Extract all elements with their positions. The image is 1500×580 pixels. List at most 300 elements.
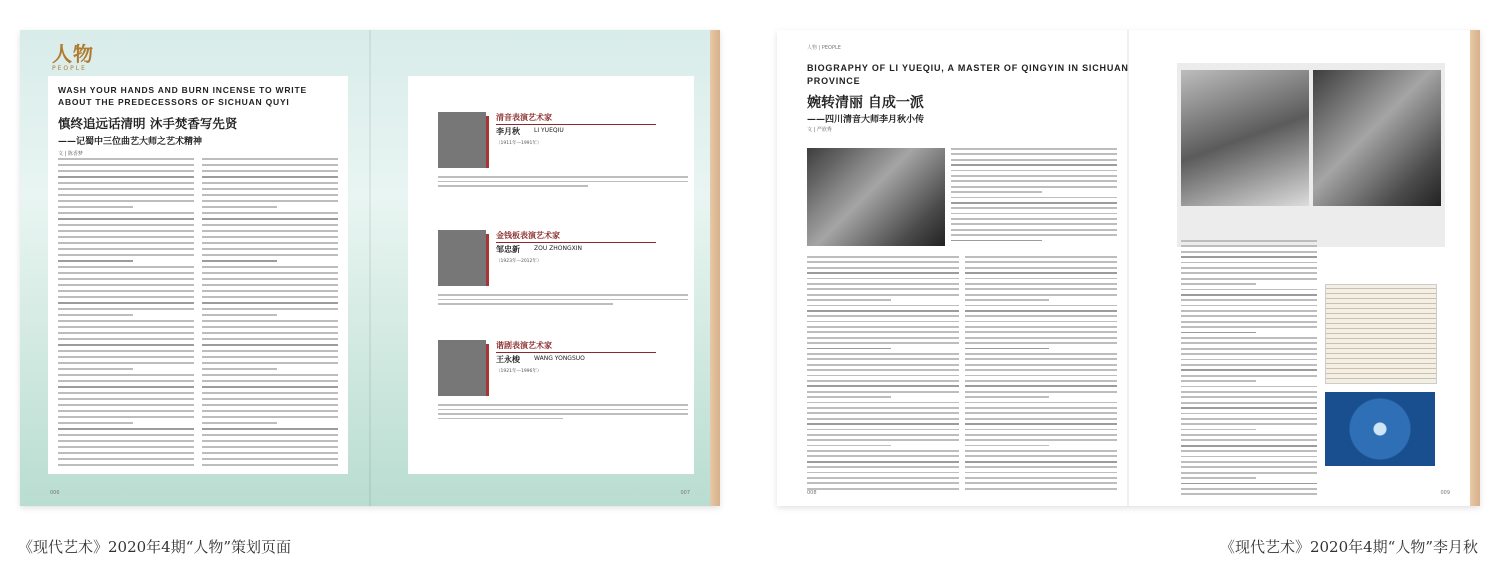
text-line xyxy=(951,186,1117,188)
text-line xyxy=(1181,407,1317,409)
accent-bar xyxy=(486,344,489,396)
text-line xyxy=(202,254,338,256)
text-line xyxy=(807,305,959,307)
text-line xyxy=(1181,315,1317,317)
text-line xyxy=(807,412,959,414)
text-line xyxy=(1181,391,1317,393)
text-line xyxy=(202,296,338,298)
text-line xyxy=(807,369,959,371)
text-line xyxy=(951,175,1117,177)
text-line xyxy=(1181,423,1317,425)
text-line xyxy=(1181,272,1317,274)
text-line xyxy=(202,302,338,304)
text-line xyxy=(965,326,1117,328)
text-line xyxy=(807,429,959,431)
text-line xyxy=(202,380,338,382)
page-number: 007 xyxy=(680,490,690,496)
text-line xyxy=(202,404,338,406)
text-line xyxy=(951,234,1117,236)
masthead-en: PEOPLE xyxy=(52,65,87,72)
artist-dates: （1923年—2012年） xyxy=(496,259,542,264)
text-line xyxy=(951,148,1117,150)
text-line xyxy=(1181,294,1317,296)
text-line xyxy=(1181,256,1317,258)
text-line xyxy=(58,446,194,448)
artist-name: 李月秋 xyxy=(496,127,520,136)
text-line xyxy=(1181,364,1317,366)
text-line xyxy=(965,315,1117,317)
text-line xyxy=(58,212,194,214)
text-line xyxy=(58,338,194,340)
text-line xyxy=(1181,429,1256,431)
page-gutter xyxy=(1127,30,1129,506)
page-gutter xyxy=(369,30,371,506)
text-line xyxy=(965,434,1117,436)
artists-panel xyxy=(408,76,694,474)
text-line xyxy=(202,164,338,166)
text-line xyxy=(965,429,1117,431)
text-line xyxy=(965,439,1117,441)
text-line xyxy=(1181,466,1317,468)
page-number: 009 xyxy=(1440,490,1450,496)
text-line xyxy=(807,256,959,258)
text-line xyxy=(1181,483,1317,485)
text-line xyxy=(202,416,338,418)
text-line xyxy=(1181,493,1317,495)
text-line xyxy=(807,423,959,425)
text-line xyxy=(807,461,959,463)
text-line xyxy=(807,455,959,457)
text-line xyxy=(965,482,1117,484)
article-byline: 文 | 陈香梦 xyxy=(58,151,83,157)
text-line xyxy=(1181,450,1317,452)
text-line xyxy=(58,386,194,388)
text-line xyxy=(202,338,338,340)
artist-pinyin: WANG YONGSUO xyxy=(534,355,585,362)
text-line xyxy=(807,337,959,339)
text-line xyxy=(1181,283,1256,285)
text-line xyxy=(965,375,1117,377)
accent-bar xyxy=(486,234,489,286)
text-line xyxy=(58,248,194,250)
artist-profile-zou-zhongxin xyxy=(438,230,688,320)
article-body-text xyxy=(58,158,338,464)
stage-photo-trio xyxy=(1313,70,1441,206)
text-column xyxy=(965,256,1117,493)
text-line xyxy=(965,472,1117,474)
text-column xyxy=(202,158,338,464)
text-line xyxy=(202,320,338,322)
text-line xyxy=(807,488,959,490)
text-line xyxy=(58,254,194,256)
text-line xyxy=(965,412,1117,414)
text-line xyxy=(807,407,959,409)
text-line xyxy=(965,407,1117,409)
article-cn-title: 慎终追远话清明 沐手焚香写先贤 xyxy=(58,116,238,131)
artist-name: 邹忠新 xyxy=(496,245,520,254)
text-line xyxy=(965,445,1049,447)
text-line xyxy=(1181,359,1317,361)
text-line xyxy=(202,392,338,394)
text-line xyxy=(58,410,194,412)
text-line xyxy=(807,434,959,436)
text-line xyxy=(202,344,338,346)
text-line xyxy=(202,398,338,400)
text-line xyxy=(58,290,194,292)
text-line xyxy=(1181,299,1317,301)
text-line xyxy=(807,288,959,290)
text-line xyxy=(58,176,194,178)
text-line xyxy=(58,236,194,238)
text-line xyxy=(807,380,959,382)
book-binding-edge xyxy=(710,30,720,506)
artist-photo xyxy=(438,340,486,396)
text-line xyxy=(202,188,338,190)
text-line xyxy=(58,308,194,310)
text-line xyxy=(202,236,338,238)
text-line xyxy=(965,423,1117,425)
text-line xyxy=(58,188,194,190)
text-line xyxy=(58,284,194,286)
text-line xyxy=(58,350,194,352)
text-line xyxy=(58,182,194,184)
text-line xyxy=(58,302,194,304)
text-line xyxy=(951,191,1042,193)
text-line xyxy=(58,224,194,226)
text-line xyxy=(58,440,194,442)
text-line xyxy=(58,458,194,460)
manuscript-photo xyxy=(1325,284,1437,384)
text-line xyxy=(807,267,959,269)
text-line xyxy=(951,207,1117,209)
text-line xyxy=(965,380,1117,382)
text-line xyxy=(807,353,959,355)
text-line xyxy=(58,314,133,316)
text-line xyxy=(807,331,959,333)
text-line xyxy=(951,223,1117,225)
text-line xyxy=(807,385,959,387)
text-line xyxy=(807,466,959,468)
text-line xyxy=(202,200,338,202)
text-line xyxy=(807,321,959,323)
text-line xyxy=(965,364,1117,366)
text-line xyxy=(807,445,891,447)
text-line xyxy=(807,482,959,484)
article-text-panel xyxy=(48,76,348,474)
text-line xyxy=(1181,251,1317,253)
text-line xyxy=(1181,369,1317,371)
text-line xyxy=(965,331,1117,333)
artist-photo xyxy=(438,230,486,286)
text-line xyxy=(58,206,133,208)
artist-label: 清音表演艺术家 xyxy=(496,113,552,122)
text-line xyxy=(1181,262,1317,264)
artist-profile-wang-yongsuo xyxy=(438,340,688,430)
text-line xyxy=(58,200,194,202)
text-line xyxy=(1181,321,1317,323)
divider xyxy=(496,242,656,243)
text-line xyxy=(1181,245,1317,247)
text-line xyxy=(965,455,1117,457)
text-line xyxy=(202,386,338,388)
text-line xyxy=(807,272,959,274)
text-line xyxy=(202,182,338,184)
text-line xyxy=(965,450,1117,452)
text-line xyxy=(58,380,194,382)
text-line xyxy=(965,391,1117,393)
text-line xyxy=(58,272,194,274)
text-line xyxy=(1181,456,1317,458)
text-line xyxy=(965,310,1117,312)
text-line xyxy=(202,224,338,226)
text-line xyxy=(965,369,1117,371)
accent-bar xyxy=(486,116,489,168)
text-line xyxy=(58,164,194,166)
article-en-title: WASH YOUR HANDS AND BURN INCENSE TO WRITE ABOUT THE PREDECESSORS OF SICHUAN QUYI xyxy=(58,85,307,107)
text-line xyxy=(951,197,1117,199)
text-line xyxy=(1181,375,1317,377)
artist-photo xyxy=(438,112,486,168)
performance-photo xyxy=(807,148,945,246)
text-line xyxy=(202,170,338,172)
text-line xyxy=(202,266,338,268)
text-line xyxy=(202,206,277,208)
running-header: 人物 | PEOPLE xyxy=(807,45,841,51)
magazine-spread-people-feature xyxy=(20,30,720,506)
text-line xyxy=(58,344,194,346)
text-line xyxy=(202,332,338,334)
text-line xyxy=(202,290,338,292)
text-line xyxy=(202,464,338,466)
text-line xyxy=(965,348,1049,350)
text-line xyxy=(807,396,891,398)
text-column xyxy=(1181,240,1317,499)
text-line xyxy=(1181,396,1317,398)
text-line xyxy=(807,342,959,344)
text-line xyxy=(58,218,194,220)
text-line xyxy=(807,477,959,479)
text-line xyxy=(807,294,959,296)
text-line xyxy=(965,288,1117,290)
text-line xyxy=(1181,332,1256,334)
article-cn-subtitle: ——四川清音大师李月秋小传 xyxy=(807,115,925,125)
text-line xyxy=(58,242,194,244)
text-line xyxy=(202,422,277,424)
text-line xyxy=(202,350,338,352)
text-line xyxy=(1181,267,1317,269)
text-line xyxy=(951,218,1117,220)
text-line xyxy=(202,260,277,262)
text-line xyxy=(965,461,1117,463)
text-line xyxy=(965,321,1117,323)
text-line xyxy=(965,353,1117,355)
text-line xyxy=(58,452,194,454)
text-line xyxy=(951,159,1117,161)
text-line xyxy=(58,194,194,196)
text-line xyxy=(58,320,194,322)
text-line xyxy=(965,337,1117,339)
text-line xyxy=(1181,386,1317,388)
text-line xyxy=(58,296,194,298)
artist-bio xyxy=(438,404,688,422)
text-line xyxy=(965,278,1117,280)
text-line xyxy=(1181,380,1256,382)
text-line xyxy=(807,358,959,360)
text-line xyxy=(807,326,959,328)
text-line xyxy=(202,452,338,454)
text-line xyxy=(1181,240,1317,242)
text-line xyxy=(202,356,338,358)
text-line xyxy=(951,164,1117,166)
text-line xyxy=(965,402,1117,404)
text-line xyxy=(202,446,338,448)
text-line xyxy=(58,230,194,232)
text-line xyxy=(807,299,891,301)
article-cn-title: 婉转清丽 自成一派 xyxy=(807,95,924,111)
article-cn-subtitle: ——记蜀中三位曲艺大师之艺术精神 xyxy=(58,137,203,147)
text-line xyxy=(1181,337,1317,339)
text-line xyxy=(202,374,338,376)
text-line xyxy=(1181,326,1317,328)
text-line xyxy=(951,240,1042,242)
text-line xyxy=(202,368,277,370)
text-line xyxy=(1181,342,1317,344)
image-caption-left: 《现代艺术》2020年4期“人物”策划页面 xyxy=(18,538,292,556)
text-line xyxy=(58,404,194,406)
text-line xyxy=(951,229,1117,231)
text-line xyxy=(202,194,338,196)
text-line xyxy=(965,466,1117,468)
text-line xyxy=(807,450,959,452)
text-line xyxy=(807,261,959,263)
divider xyxy=(496,124,656,125)
text-line xyxy=(58,278,194,280)
text-line xyxy=(202,428,338,430)
text-line xyxy=(58,260,133,262)
text-line xyxy=(1181,434,1317,436)
text-line xyxy=(202,212,338,214)
text-line xyxy=(965,477,1117,479)
text-line xyxy=(807,278,959,280)
text-line xyxy=(202,242,338,244)
text-line xyxy=(965,267,1117,269)
article-en-title: BIOGRAPHY OF LI YUEQIU, A MASTER OF QINGYIN IN SICHUAN PROVINCE xyxy=(807,63,1129,86)
text-line xyxy=(965,299,1049,301)
text-line xyxy=(951,202,1117,204)
page-number: 006 xyxy=(50,490,60,496)
text-line xyxy=(807,364,959,366)
artist-name: 王永梭 xyxy=(496,355,520,364)
text-line xyxy=(951,213,1117,215)
text-line xyxy=(58,416,194,418)
text-line xyxy=(965,418,1117,420)
page-number: 008 xyxy=(807,490,817,496)
text-line xyxy=(202,434,338,436)
text-line xyxy=(202,218,338,220)
text-line xyxy=(965,358,1117,360)
text-line xyxy=(58,392,194,394)
artist-profile-li-yueqiu xyxy=(438,112,688,202)
text-line xyxy=(58,158,194,160)
section-masthead xyxy=(52,38,94,72)
text-line xyxy=(951,170,1117,172)
text-line xyxy=(58,170,194,172)
text-column xyxy=(807,256,959,493)
text-line xyxy=(58,374,194,376)
text-line xyxy=(807,391,959,393)
text-line xyxy=(58,428,194,430)
text-line xyxy=(202,284,338,286)
text-line xyxy=(58,362,194,364)
text-line xyxy=(58,434,194,436)
text-line xyxy=(202,248,338,250)
text-line xyxy=(1181,439,1317,441)
text-line xyxy=(951,180,1117,182)
text-line xyxy=(1181,477,1256,479)
text-line xyxy=(807,439,959,441)
text-line xyxy=(1181,278,1317,280)
artist-pinyin: LI YUEQIU xyxy=(534,127,564,134)
text-line xyxy=(965,342,1117,344)
text-line xyxy=(202,314,277,316)
magazine-spread-li-yueqiu-biography xyxy=(777,30,1480,506)
text-line xyxy=(1181,348,1317,350)
text-line xyxy=(807,375,959,377)
text-line xyxy=(965,256,1117,258)
text-line xyxy=(965,261,1117,263)
artist-dates: （1911年—1991年） xyxy=(496,141,542,146)
text-line xyxy=(807,348,891,350)
text-line xyxy=(807,472,959,474)
text-line xyxy=(807,315,959,317)
text-line xyxy=(58,422,133,424)
text-line xyxy=(1181,445,1317,447)
text-column xyxy=(951,148,1117,245)
text-line xyxy=(202,440,338,442)
masthead-cn: 人物 xyxy=(52,42,94,66)
text-line xyxy=(1181,305,1317,307)
article-byline: 文 | 严欣秀 xyxy=(807,127,832,133)
text-line xyxy=(965,385,1117,387)
text-line xyxy=(58,326,194,328)
text-line xyxy=(58,266,194,268)
text-line xyxy=(965,488,1117,490)
artist-pinyin: ZOU ZHONGXIN xyxy=(534,245,582,252)
text-line xyxy=(807,310,959,312)
text-line xyxy=(965,283,1117,285)
artist-label: 谐剧表演艺术家 xyxy=(496,341,552,350)
text-line xyxy=(1181,310,1317,312)
text-line xyxy=(1181,488,1317,490)
text-line xyxy=(202,458,338,460)
text-line xyxy=(202,410,338,412)
text-line xyxy=(951,153,1117,155)
stage-photo-duet xyxy=(1181,70,1309,206)
text-line xyxy=(807,283,959,285)
divider xyxy=(496,352,656,353)
text-line xyxy=(807,418,959,420)
text-line xyxy=(1181,402,1317,404)
artist-bio xyxy=(438,176,688,190)
text-line xyxy=(807,402,959,404)
text-line xyxy=(58,398,194,400)
text-line xyxy=(58,368,133,370)
text-line xyxy=(965,272,1117,274)
text-line xyxy=(202,362,338,364)
text-line xyxy=(58,464,194,466)
book-binding-edge xyxy=(1470,30,1480,506)
text-line xyxy=(202,326,338,328)
